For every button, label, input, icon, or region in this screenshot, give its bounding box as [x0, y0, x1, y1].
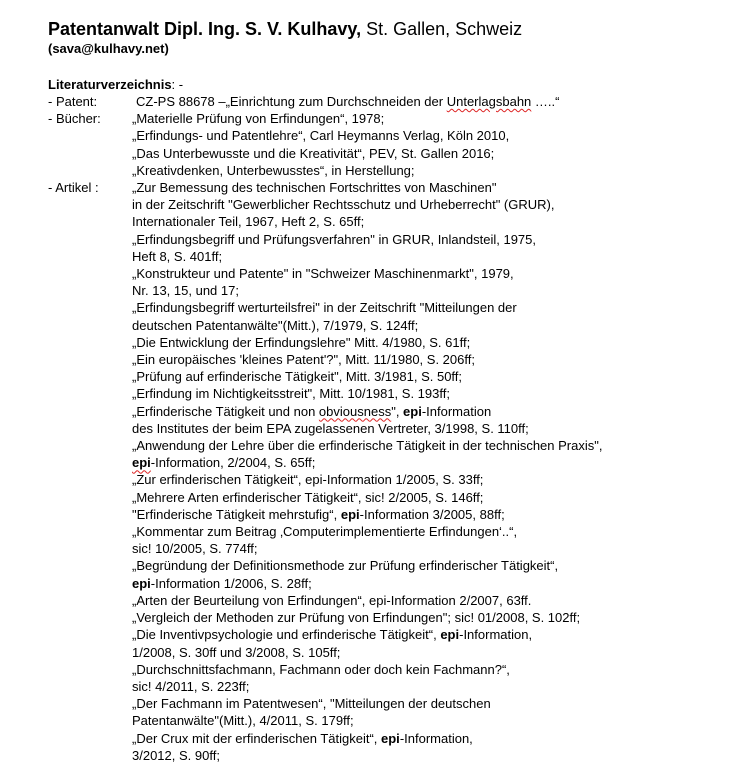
- article-line: „Kommentar zum Beitrag ‚Computerimplementierte Erfindungen‘..“,: [132, 524, 518, 540]
- article-line: „Arten der Beurteilung von Erfindungen“, epi-Information 2/2007, 63ff.: [132, 592, 532, 608]
- article-line: „Die Entwicklung der Erfindungslehre" Mitt. 4/1980, S. 61ff;: [132, 334, 471, 350]
- article-line: Nr. 13, 15, und 17;: [132, 283, 239, 299]
- article-line: 1/2008, S. 30ff und 3/2008, S. 105ff;: [132, 644, 341, 660]
- articles-label: - Artikel :: [48, 180, 99, 196]
- article-line: „Erfindung im Nichtigkeitsstreit", Mitt. 10/1981, S. 193ff;: [132, 386, 450, 402]
- article-line: „Durchschnittsfachmann, Fachmann oder doch kein Fachmann?“,: [132, 661, 510, 677]
- author-email: (sava@kulhavy.net): [48, 41, 169, 56]
- patent-label: - Patent:: [48, 94, 98, 109]
- article-line: „Prüfung auf erfinderische Tätigkeit", Mitt. 3/1981, S. 50ff;: [132, 369, 463, 385]
- book-item: „Materielle Prüfung von Erfindungen“, 1978;: [132, 111, 385, 127]
- article-line: „Die Inventivpsychologie und erfinderische Tätigkeit“, epi-Information,: [132, 627, 533, 643]
- spellcheck-word: Unterlagsbahn: [446, 94, 532, 109]
- patent-entry: - Patent: CZ-PS 88678 –„Einrichtung zum Durchschneiden der Unterlagsbahn …..“: [48, 94, 560, 109]
- article-line: sic! 4/2011, S. 223ff;: [132, 678, 250, 694]
- articles-entry: [48, 179, 728, 764]
- article-line: „Anwendung der Lehre über die erfinderische Tätigkeit in der technischen Praxis",: [132, 438, 603, 454]
- document-page: [48, 18, 728, 764]
- spellcheck-word: epi: [132, 455, 151, 471]
- article-line: „Vergleich der Methoden zur Prüfung von Erfindungen"; sic! 01/2008, S. 102ff;: [132, 610, 581, 626]
- article-line: „Erfindungsbegriff und Prüfungsverfahren" in GRUR, Inlandsteil, 1975,: [132, 231, 536, 247]
- article-line: Patentanwälte"(Mitt.), 4/2011, S. 179ff;: [132, 713, 354, 729]
- article-line: „Begründung der Definitionsmethode zur Prüfung erfinderischer Tätigkeit“,: [132, 558, 559, 574]
- article-line: sic! 10/2005, S. 774ff;: [132, 541, 258, 557]
- article-line: epi-Information, 2/2004, S. 65ff;: [132, 455, 316, 471]
- author-location: St. Gallen, Schweiz: [361, 19, 523, 39]
- article-line: „Konstrukteur und Patente" in "Schweizer Maschinenmarkt", 1979,: [132, 266, 514, 282]
- article-line: deutschen Patentanwälte"(Mitt.), 7/1979, S. 124ff;: [132, 317, 419, 333]
- article-line: „Erfindungsbegriff werturteilsfrei" in der Zeitschrift "Mitteilungen der: [132, 300, 517, 316]
- book-item: „Das Unterbewusste und die Kreativität“, PEV, St. Gallen 2016;: [132, 145, 495, 161]
- article-line: Internationaler Teil, 1967, Heft 2, S. 65ff;: [132, 214, 365, 230]
- article-line: epi-Information 1/2006, S. 28ff;: [132, 575, 312, 591]
- book-item: „Erfindungs- und Patentlehre“, Carl Heymanns Verlag, Köln 2010,: [132, 128, 510, 144]
- article-line: des Institutes der beim EPA zugelassenen Vertreter, 3/1998, S. 110ff;: [132, 420, 529, 436]
- article-line: „Erfinderische Tätigkeit und non obviousness", epi-Information: [132, 403, 492, 419]
- books-entry: [48, 110, 728, 179]
- book-item: „Kreativdenken, Unterbewusstes“, in Herstellung;: [132, 162, 415, 178]
- article-list: [48, 179, 728, 764]
- article-line: „Mehrere Arten erfinderischer Tätigkeit“, sic! 2/2005, S. 146ff;: [132, 489, 484, 505]
- spellcheck-word: obviousness: [318, 403, 392, 419]
- article-line: „Der Fachmann im Patentwesen“, "Mitteilungen der deutschen: [132, 696, 491, 712]
- books-label: - Bücher:: [48, 111, 101, 127]
- article-line: „Ein europäisches 'kleines Patent'?", Mitt. 11/1980, S. 206ff;: [132, 352, 475, 368]
- document-title: [48, 18, 728, 40]
- section-title: Literaturverzeichnis: [48, 77, 172, 92]
- article-line: 3/2012, S. 90ff;: [132, 747, 220, 763]
- article-line: in der Zeitschrift "Gewerblicher Rechtsschutz und Urheberrecht" (GRUR),: [132, 197, 555, 213]
- author-name: Patentanwalt Dipl. Ing. S. V. Kulhavy,: [48, 19, 362, 39]
- article-line: „Zur Bemessung des technischen Fortschrittes von Maschinen": [132, 180, 497, 196]
- article-line: „Zur erfinderischen Tätigkeit“, epi-Information 1/2005, S. 33ff;: [132, 472, 484, 488]
- section-heading: Literaturverzeichnis: -: [48, 77, 184, 92]
- article-line: „Der Crux mit der erfinderischen Tätigkeit“, epi-Information,: [132, 730, 473, 746]
- article-line: Heft 8, S. 401ff;: [132, 248, 223, 264]
- article-line: "Erfinderische Tätigkeit mehrstufig“, epi-Information 3/2005, 88ff;: [132, 506, 505, 522]
